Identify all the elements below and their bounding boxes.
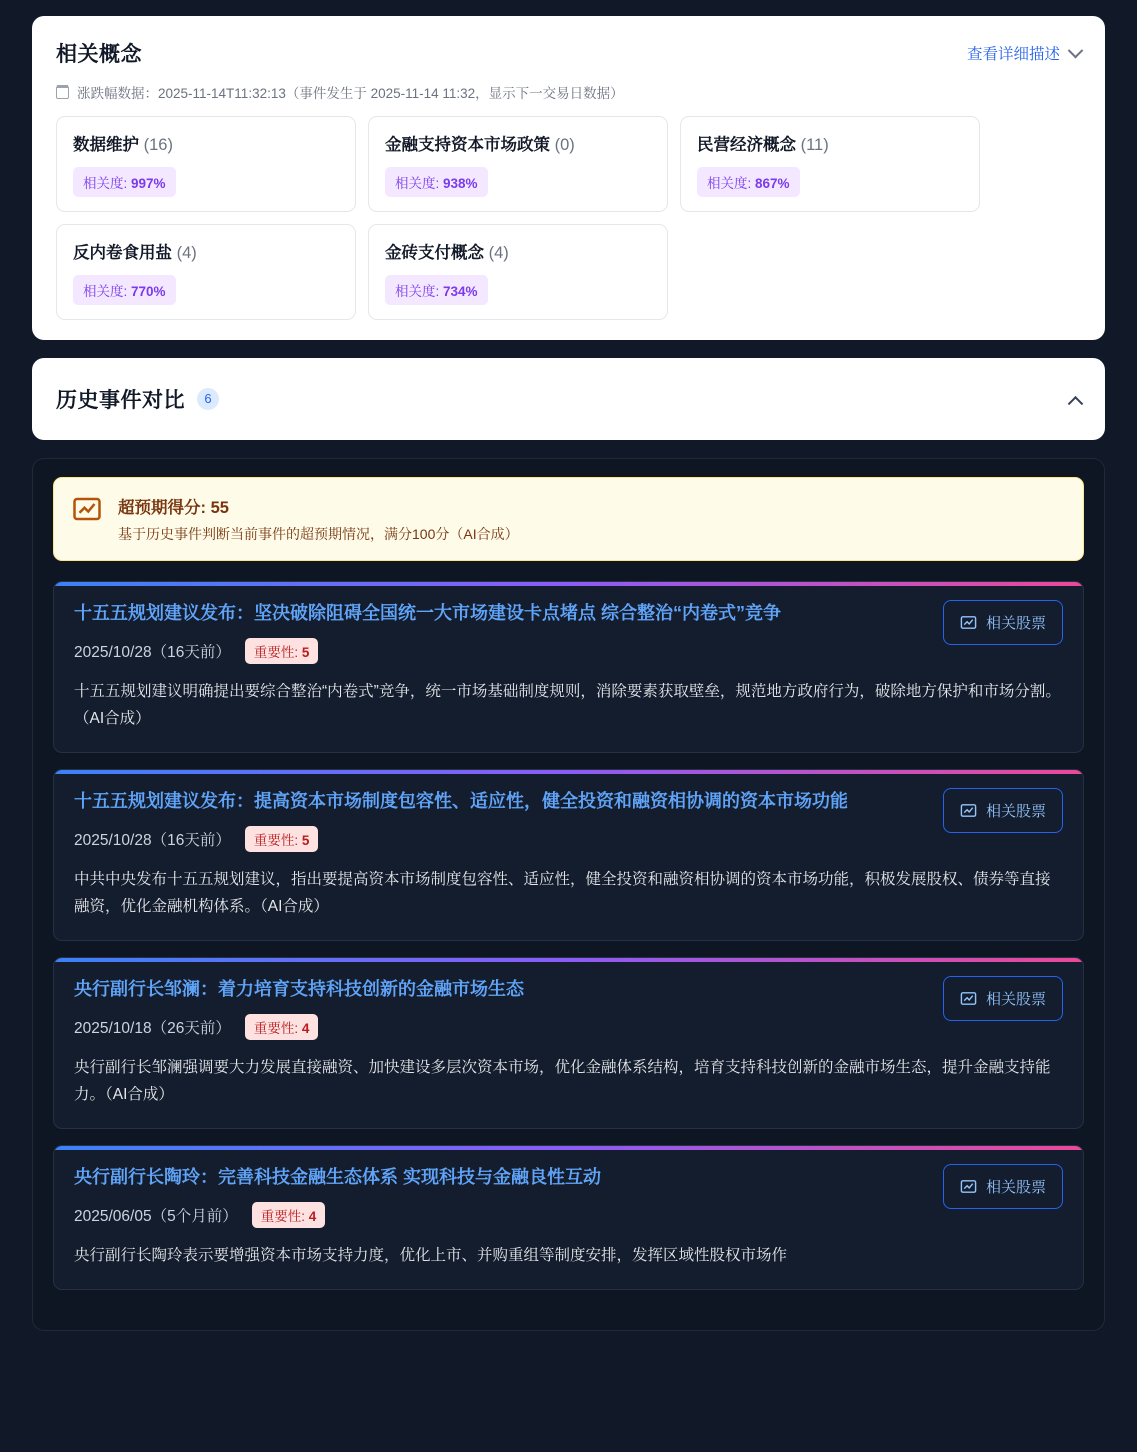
score-title: 超预期得分: 55 <box>118 499 229 517</box>
concept-item[interactable] <box>56 116 356 212</box>
event-main <box>74 600 923 664</box>
event-title[interactable]: 十五五规划建议发布：提高资本市场制度包容性、适应性，健全投资和融资相协调的资本市场功能 <box>74 791 848 812</box>
concept-count: (0) <box>554 136 575 154</box>
event-row <box>74 976 1063 1040</box>
event-date: 2025/06/05（5个月前） <box>74 1208 238 1226</box>
page-title: 相关概念 <box>56 43 142 66</box>
importance-value: 4 <box>308 1209 317 1225</box>
calendar-icon <box>56 86 69 99</box>
relevance-badge <box>73 167 176 197</box>
history-compare-card <box>32 358 1105 440</box>
importance-label: 重要性: <box>253 644 299 660</box>
relevance-label: 相关度: <box>395 176 440 191</box>
concept-name <box>73 131 339 155</box>
relevance-value: 867% <box>755 176 790 191</box>
relevance-badge <box>385 167 488 197</box>
events-panel <box>32 458 1105 1331</box>
concept-item[interactable] <box>368 116 668 212</box>
history-compare-header[interactable] <box>56 384 1081 414</box>
event-title[interactable]: 央行副行长陶玲：完善科技金融生态体系 实现科技与金融良性互动 <box>74 1167 601 1188</box>
data-timestamp-row <box>56 82 1081 102</box>
concept-list <box>56 116 1081 320</box>
relevance-label: 相关度: <box>395 284 440 299</box>
event-sub <box>74 638 923 664</box>
event-sub <box>74 1014 923 1040</box>
event-row <box>74 1164 1063 1228</box>
concept-name-text: 数据维护 <box>73 136 139 154</box>
event-sub <box>74 1202 923 1228</box>
importance-badge <box>245 826 319 852</box>
concept-name <box>697 131 963 155</box>
related-concepts-header <box>56 38 1081 68</box>
chart-icon <box>960 614 977 631</box>
importance-label: 重要性: <box>253 1021 299 1037</box>
related-stocks-button[interactable] <box>943 600 1063 645</box>
event-main <box>74 976 923 1040</box>
chart-icon <box>960 990 977 1007</box>
relevance-badge <box>385 275 488 305</box>
concept-name <box>385 239 651 263</box>
concept-name-text: 金融支持资本市场政策 <box>385 136 550 154</box>
chart-icon <box>960 802 977 819</box>
relevance-value: 938% <box>443 176 478 191</box>
concept-name-text: 反内卷食用盐 <box>73 244 172 262</box>
concept-name-text: 民营经济概念 <box>697 136 796 154</box>
concept-count: (16) <box>143 136 173 154</box>
event-sub <box>74 826 923 852</box>
relevance-label: 相关度: <box>83 176 128 191</box>
expectation-score-box <box>53 477 1084 561</box>
event-title[interactable]: 十五五规划建议发布：坚决破除阻碍全国统一大市场建设卡点堵点 综合整治“内卷式”竞争 <box>74 603 781 623</box>
related-stocks-button[interactable] <box>943 976 1063 1021</box>
concept-count: (4) <box>176 244 197 262</box>
importance-value: 5 <box>301 644 310 660</box>
importance-badge <box>252 1202 326 1228</box>
relevance-badge <box>697 167 800 197</box>
concept-count: (11) <box>800 136 829 154</box>
relevance-value: 997% <box>131 176 166 191</box>
event-item <box>53 581 1084 753</box>
importance-badge <box>245 1014 319 1040</box>
related-stocks-label: 相关股票 <box>985 615 1046 632</box>
event-item <box>53 957 1084 1129</box>
chart-icon <box>960 1178 977 1195</box>
chevron-down-icon[interactable] <box>1068 42 1084 58</box>
concept-item[interactable] <box>680 116 980 212</box>
concept-name-text: 金砖支付概念 <box>385 244 484 262</box>
history-count-badge: 6 <box>197 388 219 410</box>
relevance-label: 相关度: <box>83 284 128 299</box>
importance-label: 重要性: <box>253 833 299 849</box>
score-description: 基于历史事件判断当前事件的超预期情况，满分100分（AI合成） <box>118 526 519 542</box>
related-stocks-button[interactable] <box>943 1164 1063 1209</box>
importance-label: 重要性: <box>260 1209 305 1225</box>
score-text-wrap <box>118 494 519 544</box>
view-detail-label: 查看详细描述 <box>966 46 1060 63</box>
related-stocks-button[interactable] <box>943 788 1063 833</box>
related-stocks-label: 相关股票 <box>985 991 1046 1009</box>
relevance-badge <box>73 275 176 305</box>
trend-up-icon <box>72 494 102 524</box>
event-item <box>53 1145 1084 1290</box>
concept-count: (4) <box>488 244 509 262</box>
history-title-wrap <box>56 384 219 414</box>
history-title: 历史事件对比 <box>56 389 185 412</box>
relevance-label: 相关度: <box>707 176 752 191</box>
event-date: 2025/10/28（16天前） <box>74 832 231 850</box>
relevance-value: 734% <box>443 284 478 299</box>
event-item <box>53 769 1084 941</box>
event-title[interactable]: 央行副行长邹澜：着力培育支持科技创新的金融市场生态 <box>74 979 524 1000</box>
concept-name <box>385 131 651 155</box>
related-concepts-card <box>32 16 1105 340</box>
concept-item[interactable] <box>56 224 356 320</box>
importance-value: 4 <box>301 1021 310 1037</box>
importance-badge <box>245 638 319 664</box>
event-main <box>74 1164 923 1228</box>
event-description: 央行副行长陶玲表示要增强资本市场支持力度，优化上市、并购重组等制度安排，发挥区域性股权市场作 <box>74 1247 788 1265</box>
event-description: 中共中央发布十五五规划建议，指出要提高资本市场制度包容性、适应性，健全投资和融资相协调的资本市场功能，积极发展股权、债券等直接融资，优化金融机构体系。（AI合成） <box>74 871 1051 916</box>
view-detail-link[interactable] <box>967 42 1081 64</box>
event-main <box>74 788 923 852</box>
event-description: 央行副行长邹澜强调要大力发展直接融资、加快建设多层次资本市场，优化金融体系结构，培育支持科技创新的金融市场生态，提升金融支持能力。（AI合成） <box>74 1059 1051 1104</box>
importance-value: 5 <box>301 833 310 849</box>
relevance-value: 770% <box>131 284 166 299</box>
concept-name <box>73 239 339 263</box>
related-stocks-label: 相关股票 <box>985 1179 1046 1197</box>
event-date: 2025/10/28（16天前） <box>74 643 231 661</box>
event-row <box>74 788 1063 852</box>
data-timestamp-text: 涨跌幅数据：2025-11-14T11:32:13（事件发生于 2025-11-14 11:32，显示下一交易日数据） <box>77 86 624 101</box>
event-date: 2025/10/18（26天前） <box>74 1020 231 1038</box>
event-description: 十五五规划建议明确提出要综合整治“内卷式”竞争，统一市场基础制度规则，消除要素获取壁垒，规范地方政府行为，破除地方保护和市场分割。（AI合成） <box>74 682 1061 728</box>
related-stocks-label: 相关股票 <box>985 803 1046 821</box>
chevron-up-icon[interactable] <box>1068 395 1084 411</box>
concept-item[interactable] <box>368 224 668 320</box>
event-row <box>74 600 1063 664</box>
